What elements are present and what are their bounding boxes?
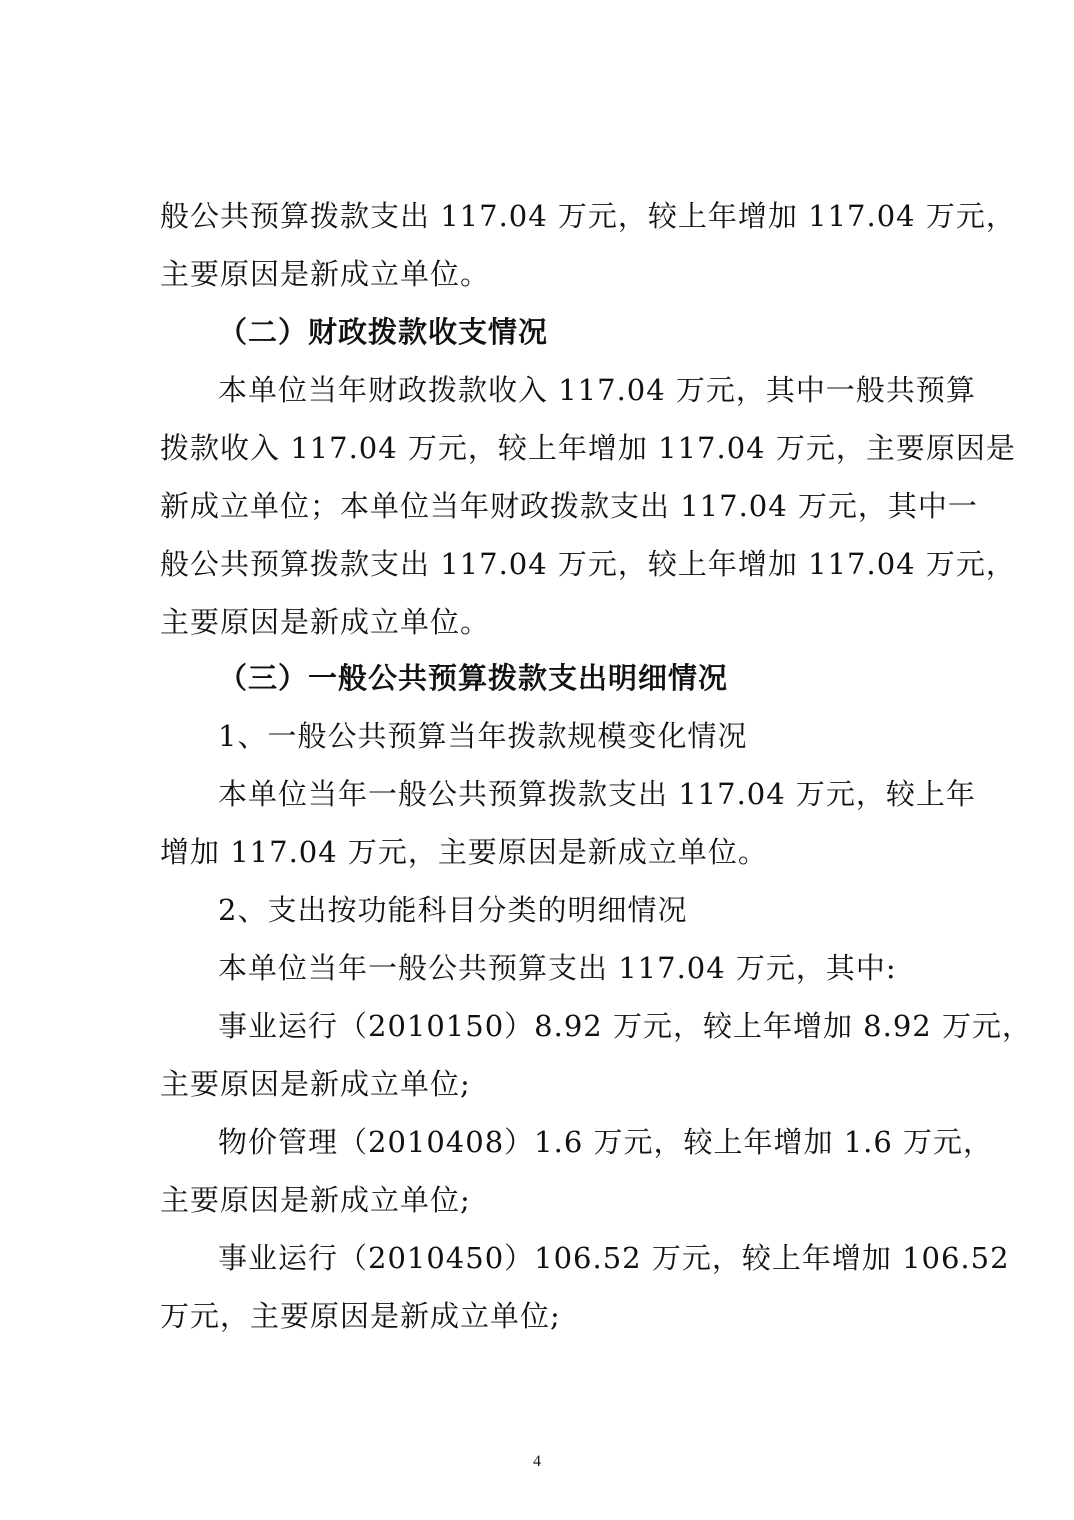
paragraph-line: 新成立单位；本单位当年财政拨款支出 117.04 万元，其中一 bbox=[160, 489, 978, 523]
section-heading-2: （二）财政拨款收支情况 bbox=[218, 315, 549, 349]
subheading-1: 1、一般公共预算当年拨款规模变化情况 bbox=[218, 719, 748, 753]
paragraph-line: 增加 117.04 万元，主要原因是新成立单位。 bbox=[160, 835, 768, 869]
page-number: 4 bbox=[533, 1453, 541, 1470]
paragraph-line: 主要原因是新成立单位。 bbox=[160, 257, 491, 291]
item-line: 万元，主要原因是新成立单位; bbox=[160, 1299, 561, 1333]
item-line: 事业运行（2010450）106.52 万元，较上年增加 106.52 bbox=[218, 1241, 1010, 1275]
paragraph-line: 主要原因是新成立单位。 bbox=[160, 605, 491, 639]
paragraph-line: 本单位当年一般公共预算支出 117.04 万元，其中: bbox=[218, 951, 897, 985]
item-line: 物价管理（2010408）1.6 万元，较上年增加 1.6 万元， bbox=[218, 1125, 994, 1159]
paragraph-line: 般公共预算拨款支出 117.04 万元，较上年增加 117.04 万元， bbox=[160, 547, 1016, 581]
item-line: 主要原因是新成立单位; bbox=[160, 1067, 471, 1101]
item-line: 主要原因是新成立单位; bbox=[160, 1183, 471, 1217]
paragraph-line: 般公共预算拨款支出 117.04 万元，较上年增加 117.04 万元， bbox=[160, 199, 1016, 233]
paragraph-line: 本单位当年一般公共预算拨款支出 117.04 万元，较上年 bbox=[218, 777, 976, 811]
item-line: 事业运行（2010150）8.92 万元，较上年增加 8.92 万元， bbox=[218, 1009, 1032, 1043]
section-heading-3: （三）一般公共预算拨款支出明细情况 bbox=[218, 661, 729, 695]
subheading-2: 2、支出按功能科目分类的明细情况 bbox=[218, 893, 688, 927]
paragraph-line: 本单位当年财政拨款收入 117.04 万元，其中一般共预算 bbox=[218, 373, 976, 407]
paragraph-line: 拨款收入 117.04 万元，较上年增加 117.04 万元，主要原因是 bbox=[160, 431, 1016, 465]
